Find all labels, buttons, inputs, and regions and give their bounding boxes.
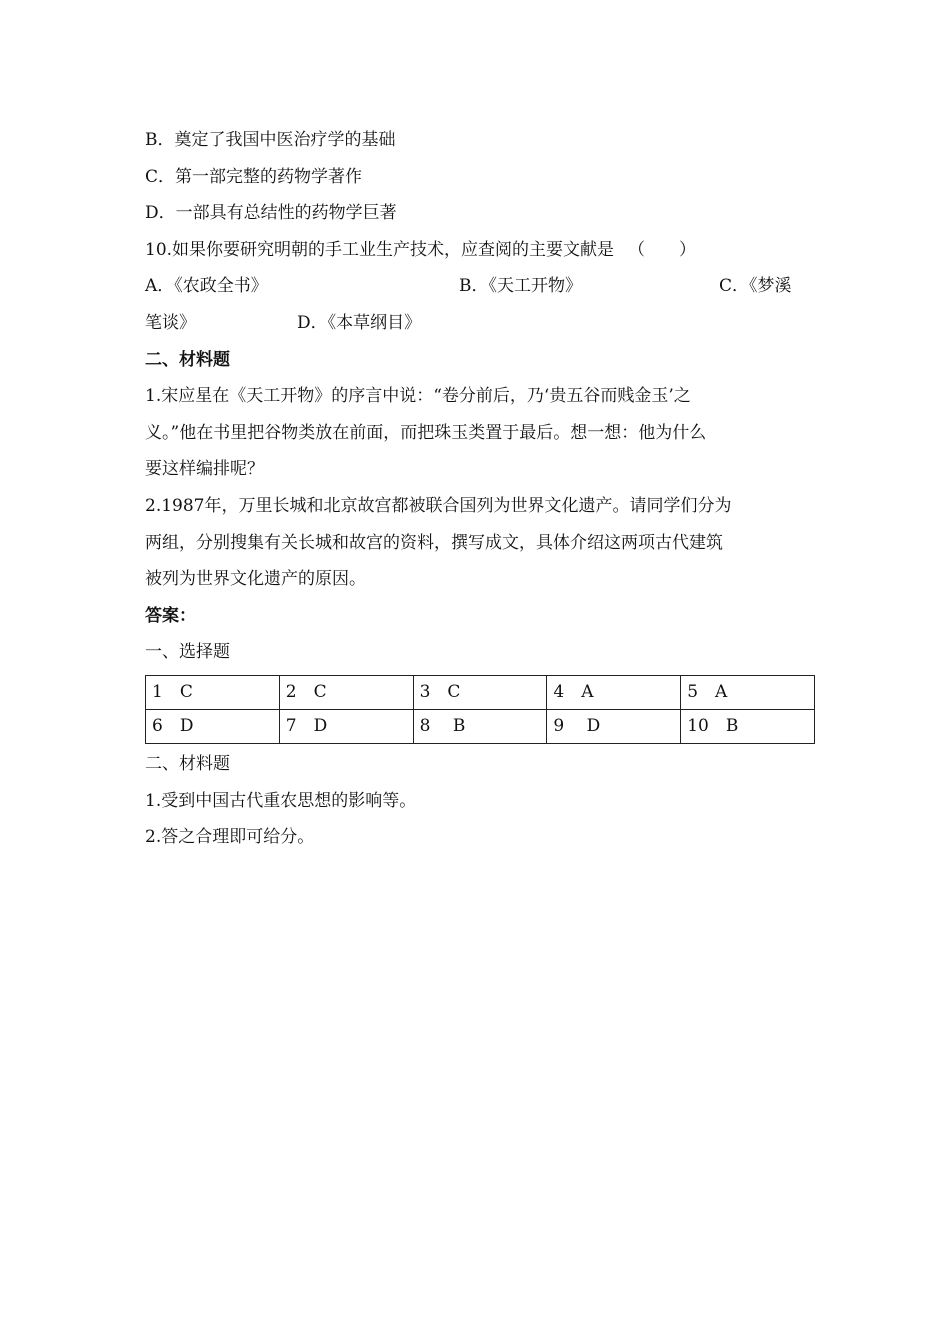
q10-options-row-2 (145, 305, 815, 342)
mq2-line: 两组，分别搜集有关长城和故宫的资料，撰写成文，具体介绍这两项古代建筑 (145, 532, 723, 553)
mq1-line: 义。”他在书里把谷物类放在前面，而把珠玉类置于最后。想一想：他为什么 (145, 422, 707, 443)
answer-cell: 8 B (413, 709, 547, 743)
answer-cell: 3 C (413, 675, 547, 709)
material-answer-1: 1.受到中国古代重农思想的影响等。 (145, 790, 417, 811)
mq2-line: 2.1987年，万里长城和北京故宫都被联合国列为世界文化遗产。请同学们分为 (145, 495, 732, 516)
material-question-1 (145, 378, 815, 488)
table-row (146, 709, 815, 743)
mq2-line: 被列为世界文化遗产的原因。 (145, 569, 366, 590)
answers-mc-title: 一、选择题 (145, 642, 230, 663)
q10-option-a: A．《农政全书》 (145, 276, 268, 297)
answer-cell: 2 C (279, 675, 413, 709)
mq1-line: 1.宋应星在《天工开物》的序言中说：“卷分前后，乃‘贵五谷而贱金玉’之 (145, 386, 691, 407)
material-question-2 (145, 488, 815, 598)
material-answer-2: 2.答之合理即可给分。 (145, 827, 315, 848)
answer-table (145, 675, 815, 744)
answer-cell: 7 D (279, 709, 413, 743)
answer-cell: 5 A (681, 675, 815, 709)
answers-title: 答案： (145, 605, 196, 626)
answer-cell: 1 C (146, 675, 280, 709)
q10-option-c-cont: 笔谈》 (145, 312, 196, 333)
answer-cell: 9 D (547, 709, 681, 743)
answer-cell: 6 D (146, 709, 280, 743)
document-page (145, 122, 815, 856)
q10-stem: 10.如果你要研究明朝的手工业生产技术，应查阅的主要文献是 （ ） (145, 239, 696, 260)
answer-cell: 10 B (681, 709, 815, 743)
table-row (146, 675, 815, 709)
answers-material-title: 二、材料题 (145, 753, 230, 774)
q10-options-row (145, 268, 815, 305)
q10-option-b: B．《天工开物》 (459, 276, 582, 297)
answer-cell: 4 A (547, 675, 681, 709)
mq1-line: 要这样编排呢？ (145, 459, 264, 480)
q10-option-c: C．《梦溪 (719, 276, 792, 297)
q10-option-d: D．《本草纲目》 (297, 312, 422, 333)
q9-option-b: B．奠定了我国中医治疗学的基础 (145, 130, 396, 150)
section2-title: 二、材料题 (145, 349, 230, 370)
q9-option-d: D．一部具有总结性的药物学巨著 (145, 203, 397, 224)
q9-option-c: C．第一部完整的药物学著作 (145, 166, 363, 187)
